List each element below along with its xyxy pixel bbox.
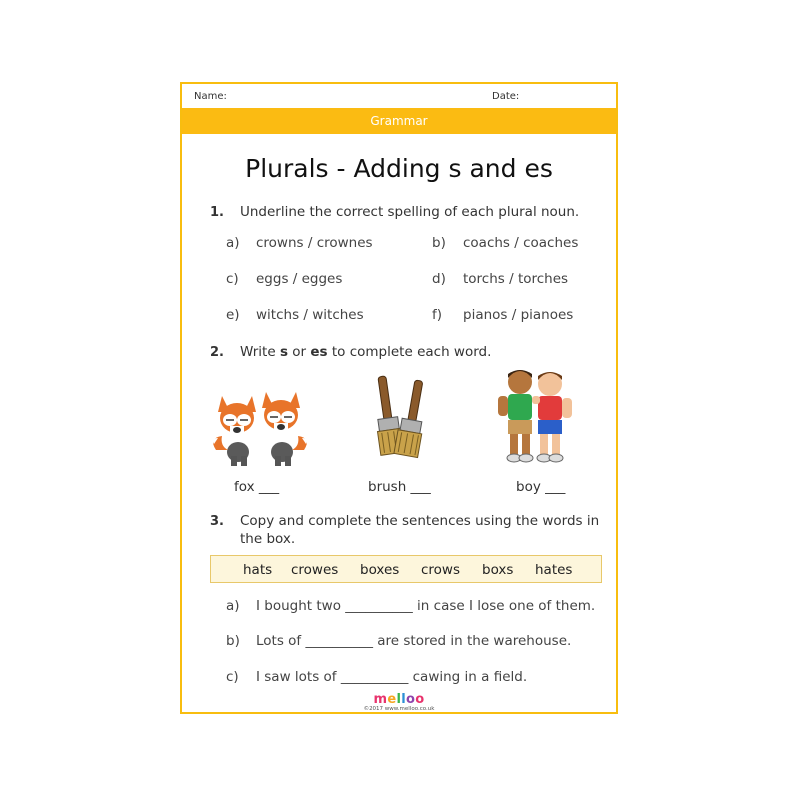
q1-item-e: witchs / witches — [256, 307, 364, 323]
q1-number: 1. — [210, 205, 224, 220]
logo-letter: e — [387, 692, 397, 707]
q1-item-f: pianos / pianoes — [463, 307, 574, 323]
q1-item-f-letter: f) — [432, 307, 443, 323]
caption-boy: boy ___ — [516, 479, 566, 495]
q1-item-d: torchs / torches — [463, 271, 569, 287]
q3-sentence-b: Lots of __________ are stored in the warehouse. — [256, 633, 572, 649]
word-box — [210, 555, 602, 583]
q2-number: 2. — [210, 345, 224, 360]
word-box-word: crows — [421, 562, 461, 578]
melloo-logo — [182, 692, 616, 707]
page-title: Plurals - Adding s and es — [245, 154, 553, 183]
q3-sentence-a-letter: a) — [226, 598, 240, 614]
date-label: Date: — [492, 91, 520, 102]
q2-keyword-es: es — [310, 344, 328, 360]
name-date-bar — [182, 84, 616, 108]
word-box-word: hats — [243, 562, 273, 578]
q1-item-e-letter: e) — [226, 307, 240, 323]
word-box-word: hates — [535, 562, 573, 578]
q3-prompt-line2: the box. — [240, 531, 296, 547]
logo-letter: l — [401, 692, 407, 707]
q2-prompt-before: Write — [240, 344, 280, 360]
caption-fox: fox ___ — [234, 479, 280, 495]
q2-keyword-s: s — [279, 344, 288, 360]
fox-pair-icon — [208, 380, 318, 470]
q3-sentence-c: I saw lots of __________ cawing in a field. — [256, 669, 528, 685]
q1-item-d-letter: d) — [432, 271, 446, 287]
boys-icon — [494, 366, 578, 466]
logo-letter: o — [406, 692, 416, 707]
q3-sentence-a: I bought two __________ in case I lose one of them. — [256, 598, 596, 614]
q1-item-a: crowns / crownes — [256, 235, 373, 251]
q3-sentence-b-letter: b) — [226, 633, 240, 649]
q1-item-c-letter: c) — [226, 271, 239, 287]
caption-brush: brush ___ — [368, 479, 431, 495]
q2-prompt-mid: or — [287, 344, 311, 360]
q3-sentence-c-letter: c) — [226, 669, 239, 685]
q1-item-b-letter: b) — [432, 235, 446, 251]
q1-item-b: coachs / coaches — [463, 235, 579, 251]
word-box-word: boxes — [360, 562, 400, 578]
paintbrushes-icon — [364, 374, 436, 466]
q1-prompt: Underline the correct spelling of each plural noun. — [240, 204, 580, 220]
topic-banner: Grammar — [182, 108, 616, 134]
logo-letter: o — [415, 692, 425, 707]
logo-letter: l — [396, 692, 402, 707]
q2-prompt — [240, 344, 491, 360]
worksheet — [180, 82, 618, 714]
q2-prompt-after: to complete each word. — [327, 344, 492, 360]
q1-item-c: eggs / egges — [256, 271, 343, 287]
copyright-text: ©2017 www.melloo.co.uk — [363, 706, 435, 712]
q1-item-a-letter: a) — [226, 235, 240, 251]
q3-number: 3. — [210, 514, 224, 529]
q3-prompt-line1: Copy and complete the sentences using the words in — [240, 513, 600, 529]
word-box-word: boxs — [482, 562, 514, 578]
word-box-word: crowes — [291, 562, 339, 578]
logo-letter: m — [373, 692, 388, 707]
name-label: Name: — [194, 91, 227, 102]
